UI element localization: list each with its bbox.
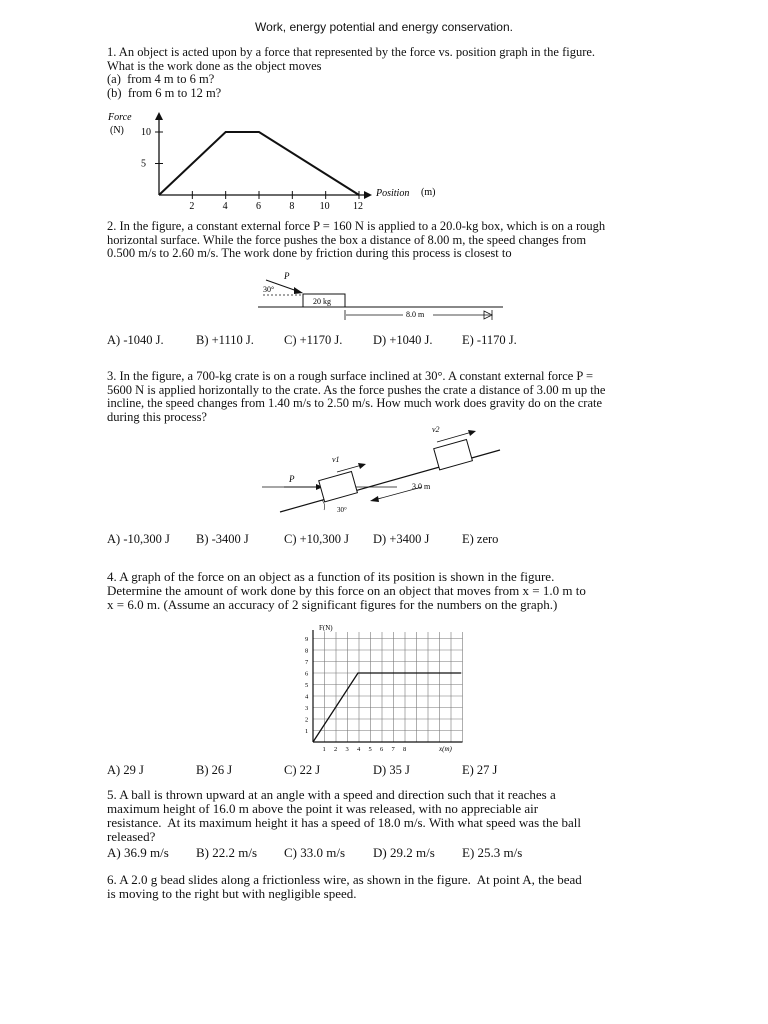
x-axis-label: x(m) <box>439 745 452 753</box>
x-axis-unit: (m) <box>421 187 436 198</box>
question-text: (b) from 6 m to 12 m? <box>107 85 222 100</box>
x-tick-label: 4 <box>222 201 228 212</box>
question-text: horizontal surface. While the force pushes the box a distance of 8.00 m, the speed changes from <box>107 232 587 247</box>
x-tick-label: 6 <box>256 201 261 212</box>
question-text: x = 6.0 m. (Assume an accuracy of 2 significant figures for the numbers on the graph.) <box>107 597 558 612</box>
y-tick-label: 8 <box>305 647 309 655</box>
answer-option[interactable]: E) 25.3 m/s <box>462 845 523 860</box>
question-text: 5600 N is applied horizontally to the crate. As the force pushes the crate a distance of 3.00 m up the <box>107 382 606 397</box>
box-label: 20 kg <box>313 297 331 306</box>
question-text: What is the work done as the object moves <box>107 58 322 73</box>
x-tick-label: 10 <box>319 201 330 212</box>
answer-option[interactable]: B) 22.2 m/s <box>196 845 258 860</box>
distance-arrow-icon <box>370 496 379 502</box>
y-tick-label: 6 <box>305 670 309 678</box>
distance-label: 8.0 m <box>406 310 425 319</box>
question-text: released? <box>107 829 156 844</box>
x-tick-label: 8 <box>403 746 407 753</box>
force-label: P <box>284 271 290 281</box>
answer-option[interactable]: B) +1110 J. <box>196 333 254 347</box>
answer-option[interactable]: D) 35 J <box>373 763 410 777</box>
y-tick-label: 1 <box>305 728 309 735</box>
x-ticks <box>189 191 363 212</box>
x-tick-label: 4 <box>357 746 361 753</box>
force-label: P <box>289 474 295 484</box>
force-series-line <box>159 132 359 195</box>
y-tick-label: 5 <box>305 682 309 689</box>
question-5 <box>107 788 667 844</box>
x-ticks <box>323 746 407 753</box>
x-tick-label: 2 <box>189 201 195 212</box>
x-tick-label: 5 <box>368 746 372 753</box>
question-text: incline, the speed changes from 1.40 m/s to 2.50 m/s. How much work does gravity do on the crate <box>107 396 603 410</box>
x-tick-label: 2 <box>334 746 338 753</box>
force-arrow-icon <box>294 287 303 294</box>
question-6 <box>107 873 667 901</box>
question-text: Determine the amount of work done by this force on an object that moves from x = 1.0 m to <box>107 583 586 598</box>
question-4 <box>107 570 667 612</box>
answer-option[interactable]: A) 36.9 m/s <box>107 845 169 860</box>
question-2 <box>107 220 667 261</box>
answer-option[interactable]: B) 26 J <box>196 763 233 777</box>
question-text: 5. A ball is thrown upward at an angle with a speed and direction such that it reaches a <box>107 787 556 802</box>
y-tick-label: 7 <box>305 659 309 666</box>
y-ticks <box>141 127 163 170</box>
answer-option[interactable]: B) -3400 J <box>196 532 249 546</box>
y-axis-label: Force <box>108 112 132 123</box>
answer-option[interactable]: D) +3400 J <box>373 532 430 546</box>
page-title: Work, energy potential and energy conservation. <box>255 20 513 34</box>
answer-option[interactable]: C) +1170 J. <box>284 333 343 347</box>
force-position-graph <box>100 108 450 213</box>
answer-option[interactable]: A) -1040 J. <box>107 333 164 347</box>
x-tick-label: 6 <box>380 746 384 753</box>
answer-option[interactable]: D) +1040 J. <box>373 333 433 347</box>
crate-position-1 <box>319 471 358 501</box>
box-on-surface-figure <box>258 270 508 325</box>
y-axis-unit: (N) <box>110 125 124 136</box>
velocity-2-arrow-icon <box>468 430 476 436</box>
crate-position-2 <box>434 439 473 469</box>
y-tick-label: 3 <box>305 705 309 712</box>
answer-option[interactable]: E) -1170 J. <box>462 333 517 347</box>
answer-option[interactable]: D) 29.2 m/s <box>373 845 435 860</box>
y-tick-label: 9 <box>305 636 309 643</box>
x-tick-label: 3 <box>345 746 349 753</box>
question-text: 0.500 m/s to 2.60 m/s. The work done by friction during this process is closest to <box>107 246 512 260</box>
y-tick-label: 5 <box>141 158 146 170</box>
x-tick-label: 8 <box>289 201 295 212</box>
question-text: 6. A 2.0 g bead slides along a frictionless wire, as shown in the figure. At point A, the bead <box>107 872 582 887</box>
velocity-2-label: v2 <box>432 425 440 434</box>
question-text: 4. A graph of the force on an object as a function of its position is shown in the figure. <box>107 569 555 584</box>
angle-label: 30° <box>337 506 347 514</box>
velocity-1-arrow-icon <box>358 463 366 469</box>
question-1 <box>107 46 667 100</box>
angle-label: 30° <box>263 285 275 294</box>
x-axis-label: Position <box>376 188 410 199</box>
y-tick-label: 10 <box>141 127 151 138</box>
answer-option[interactable]: A) 29 J <box>107 763 144 777</box>
x-tick-label: 7 <box>391 746 395 753</box>
question-3 <box>107 370 667 424</box>
grid <box>313 630 463 742</box>
incline-crate-figure <box>262 422 512 522</box>
y-ticks <box>305 636 309 735</box>
distance-label: 3.0 m <box>412 482 431 491</box>
x-tick-label: 12 <box>353 201 363 212</box>
answer-option[interactable]: E) 27 J <box>462 763 498 777</box>
question-text: 2. In the figure, a constant external force P = 160 N is applied to a 20.0-kg box, which is on a rough <box>107 219 606 233</box>
answer-option[interactable]: C) +10,300 J <box>284 532 350 546</box>
velocity-1-arrow <box>337 465 362 472</box>
y-axis-arrow-icon <box>155 112 163 120</box>
answer-option[interactable]: E) zero <box>462 532 499 546</box>
answer-option[interactable]: A) -10,300 J <box>107 532 170 546</box>
question-text: (a) from 4 m to 6 m? <box>107 72 215 86</box>
question-text: 1. An object is acted upon by a force that represented by the force vs. position graph in the figure. <box>107 45 596 59</box>
y-axis-label: F(N) <box>319 624 333 632</box>
y-tick-label: 2 <box>305 716 309 724</box>
x-axis-arrow-icon <box>364 191 372 199</box>
y-tick-label: 4 <box>305 693 309 701</box>
question-text: resistance. At its maximum height it has a speed of 18.0 m/s. With what speed was the ball <box>107 815 582 830</box>
velocity-1-label: v1 <box>332 455 340 464</box>
answer-option[interactable]: C) 33.0 m/s <box>284 845 346 860</box>
x-tick-label: 1 <box>322 746 326 753</box>
question-text: maximum height of 16.0 m above the point it was released, with no appreciable air <box>107 801 539 816</box>
question-text: is moving to the right but with negligible speed. <box>107 886 357 901</box>
answer-option[interactable]: C) 22 J <box>284 763 321 777</box>
question-text: during this process? <box>107 409 207 424</box>
question-text: 3. In the figure, a 700-kg crate is on a rough surface inclined at 30°. A constant external force P = <box>107 369 594 383</box>
force-grid-graph <box>282 620 482 760</box>
